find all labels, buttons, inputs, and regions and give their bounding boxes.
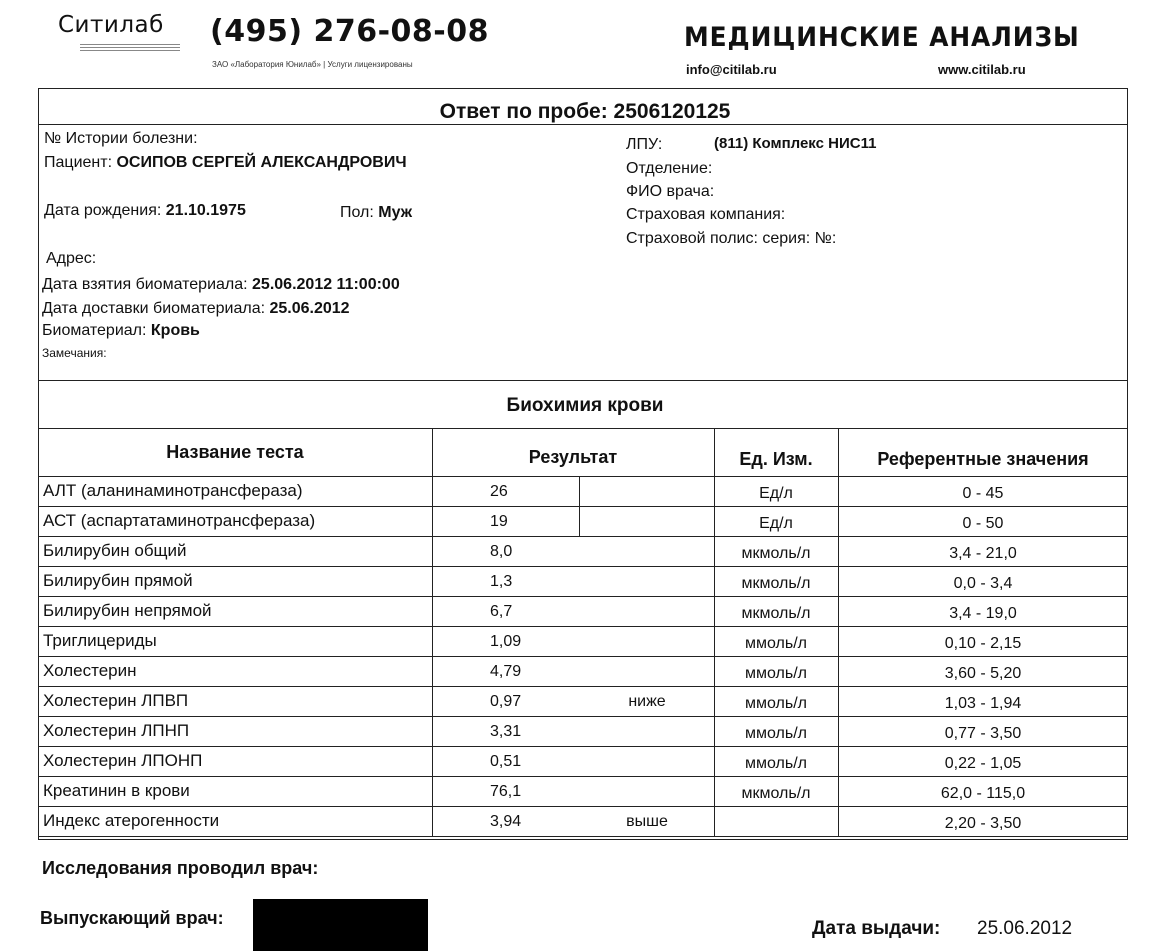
- material-label: Биоматериал:: [42, 322, 147, 339]
- collected-label: Дата взятия биоматериала:: [42, 276, 248, 293]
- result-value: 3,31: [490, 723, 522, 740]
- lpu-label: ЛПУ:: [626, 136, 663, 153]
- reference-range: 0,0 - 3,4: [953, 575, 1013, 592]
- reference-range: 2,20 - 3,50: [944, 815, 1022, 832]
- table-row: [0, 716, 1128, 746]
- sex-value: Муж: [378, 204, 413, 221]
- header-reference: Референтные значения: [877, 449, 1089, 469]
- lpu-value: (811) Комплекс НИС11: [714, 135, 877, 152]
- table-row: [0, 596, 1128, 626]
- brand-title: МЕДИЦИНСКИЕ АНАЛИЗЫ: [684, 22, 1080, 53]
- result-value: 26: [490, 483, 508, 500]
- divider: [38, 380, 1128, 381]
- citilab-logo: [58, 12, 188, 72]
- table-row: [0, 686, 1128, 716]
- test-name: Холестерин ЛПНП: [43, 721, 190, 740]
- table-row: [0, 566, 1128, 596]
- reference-range: 0,77 - 3,50: [944, 725, 1022, 742]
- reference-range: 3,4 - 19,0: [949, 605, 1017, 622]
- test-name: АСТ (аспартатаминотрансфераза): [43, 511, 316, 530]
- performed-by-label: Исследования проводил врач:: [42, 858, 319, 878]
- header-subline: ЗАО «Лаборатория Юнилаб» | Услуги лицензированы: [212, 60, 413, 69]
- patient-label: Пациент:: [44, 154, 113, 171]
- divider: [38, 124, 1128, 125]
- table-row: [0, 626, 1128, 656]
- redacted-signature: [253, 899, 428, 951]
- header-test-name: Название теста: [166, 442, 304, 462]
- unit-value: мкмоль/л: [741, 545, 811, 562]
- table-row: [0, 506, 1128, 536]
- result-value: 1,3: [490, 573, 513, 590]
- logo-subtitle-lines: [80, 42, 180, 53]
- issue-date-value: 25.06.2012: [977, 918, 1073, 939]
- table-row: [0, 536, 1128, 566]
- collected-row: [42, 276, 400, 294]
- delivered-value: 25.06.2012: [269, 300, 350, 317]
- table-row: [0, 776, 1128, 806]
- table-row: [0, 746, 1128, 776]
- unit-value: ммоль/л: [745, 695, 807, 712]
- test-name: Холестерин: [43, 661, 137, 680]
- test-name: Билирубин общий: [43, 541, 187, 560]
- dob-label: Дата рождения:: [44, 202, 162, 219]
- test-name: Индекс атерогенности: [43, 811, 220, 830]
- table-row: [0, 476, 1128, 506]
- material-row: [42, 322, 200, 340]
- table-row: [0, 656, 1128, 686]
- test-name: Билирубин непрямой: [43, 601, 212, 620]
- patient-row: [44, 154, 407, 172]
- reference-range: 1,03 - 1,94: [944, 695, 1022, 712]
- test-name: Триглицериды: [43, 631, 157, 650]
- result-value: 19: [490, 513, 508, 530]
- probe-title: Ответ по пробе: 2506120125: [439, 100, 731, 123]
- result-value: 1,09: [490, 633, 522, 650]
- doctor-label: ФИО врача:: [626, 183, 715, 200]
- phone-number: (495) 276-08-08: [210, 14, 490, 49]
- department-label: Отделение:: [626, 160, 713, 177]
- reference-range: 3,4 - 21,0: [949, 545, 1017, 562]
- insurance-label: Страховая компания:: [626, 206, 786, 223]
- test-name: АЛТ (аланинаминотрансфераза): [43, 481, 303, 500]
- row-divider: [38, 836, 1128, 837]
- policy-label: Страховой полис: серия: №:: [626, 230, 837, 247]
- table-row: [0, 806, 1128, 836]
- test-name: Холестерин ЛПВП: [43, 691, 189, 710]
- reference-range: 62,0 - 115,0: [940, 785, 1026, 802]
- material-value: Кровь: [150, 322, 200, 339]
- email-address: info@citilab.ru: [686, 62, 777, 77]
- collected-value: 25.06.2012 11:00:00: [252, 276, 400, 293]
- unit-value: мкмоль/л: [741, 575, 811, 592]
- test-name: Билирубин прямой: [43, 571, 193, 590]
- dob-value: 21.10.1975: [165, 202, 246, 219]
- unit-value: ммоль/л: [745, 665, 807, 682]
- unit-value: ммоль/л: [745, 755, 807, 772]
- unit-value: мкмоль/л: [741, 785, 811, 802]
- address-label: Адрес:: [46, 250, 97, 267]
- test-name: Креатинин в крови: [43, 781, 190, 800]
- result-flag: ниже: [628, 693, 666, 710]
- delivered-row: [42, 300, 350, 318]
- reference-range: 0,22 - 1,05: [944, 755, 1022, 772]
- remarks-label: Замечания:: [42, 346, 107, 360]
- unit-value: ммоль/л: [745, 635, 807, 652]
- result-value: 4,79: [490, 663, 522, 680]
- result-value: 0,51: [490, 753, 522, 770]
- logo-text: Ситилаб: [58, 12, 164, 38]
- history-label: № Истории болезни:: [44, 130, 198, 147]
- header-result: Результат: [528, 447, 618, 467]
- issue-date-label: Дата выдачи:: [812, 918, 941, 939]
- header-unit: Ед. Изм.: [739, 449, 813, 469]
- result-value: 3,94: [490, 813, 522, 830]
- sex-label: Пол:: [340, 204, 374, 221]
- reference-range: 3,60 - 5,20: [944, 665, 1022, 682]
- unit-value: ммоль/л: [745, 725, 807, 742]
- result-value: 76,1: [490, 783, 522, 800]
- divider: [38, 428, 1128, 429]
- reference-range: 0,10 - 2,15: [944, 635, 1022, 652]
- dob-row: [44, 202, 246, 220]
- unit-value: Ед/л: [759, 485, 793, 502]
- result-flag: выше: [626, 813, 668, 830]
- test-name: Холестерин ЛПОНП: [43, 751, 203, 770]
- section-title: Биохимия крови: [506, 395, 664, 416]
- unit-value: мкмоль/л: [741, 605, 811, 622]
- patient-name: ОСИПОВ СЕРГЕЙ АЛЕКСАНДРОВИЧ: [116, 154, 407, 171]
- unit-value: Ед/л: [759, 515, 793, 532]
- reference-range: 0 - 45: [962, 485, 1004, 502]
- reference-range: 0 - 50: [962, 515, 1004, 532]
- sex-row: [340, 204, 412, 222]
- result-value: 0,97: [490, 693, 522, 710]
- result-value: 8,0: [490, 543, 513, 560]
- issuing-doctor-label: Выпускающий врач:: [40, 908, 224, 928]
- delivered-label: Дата доставки биоматериала:: [42, 300, 266, 317]
- result-value: 6,7: [490, 603, 513, 620]
- website: www.citilab.ru: [938, 62, 1026, 77]
